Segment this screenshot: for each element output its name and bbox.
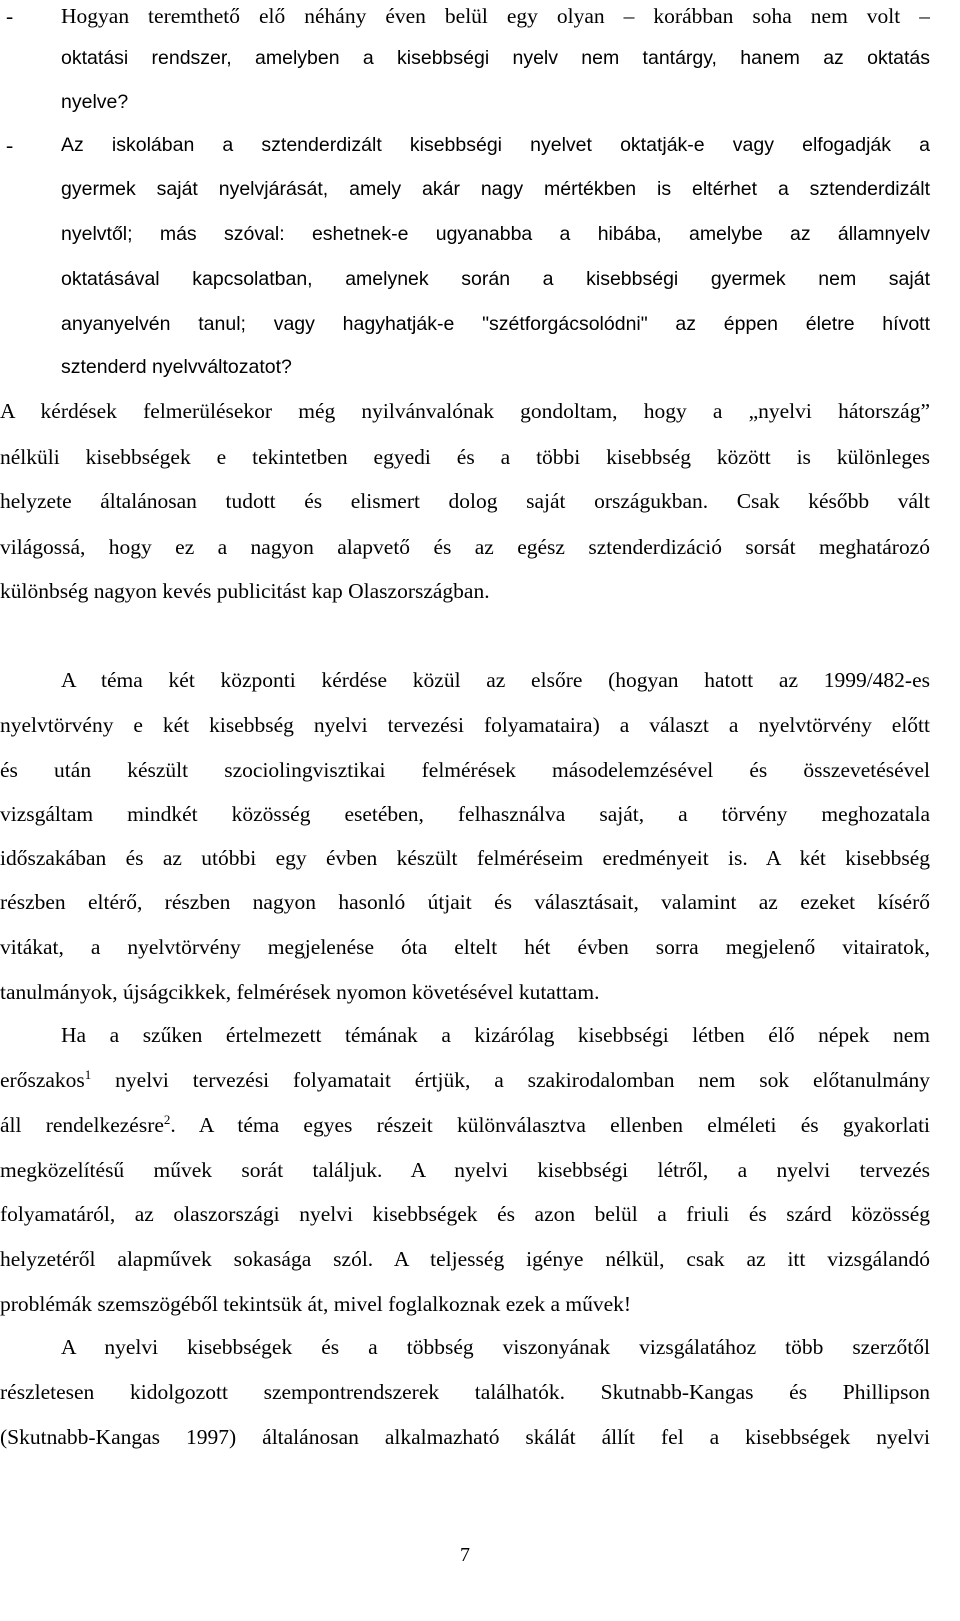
bullet1-line: oktatási rendszer, amelyben a kisebbségi nyelv nem tantárgy, hanem az oktatás — [61, 47, 930, 69]
bullet2-line: anyanyelvén tanul; vagy hagyhatják-e "szétforgácsolódni" az éppen életre hívott — [61, 313, 930, 335]
paragraph-line: helyzete általánosan tudott és elismert dolog saját országukban. Csak később vált — [0, 489, 930, 513]
paragraph-line: megközelítésű művek sorát találjuk. A nyelvi kisebbségi létről, a nyelvi tervezés — [0, 1158, 930, 1182]
text-run: nyelvi tervezési folyamatait értjük, a szakirodalomban nem sok előtanulmány — [91, 1068, 930, 1092]
text-run: áll rendelkezésre — [0, 1113, 164, 1137]
footnote-ref[interactable]: 1 — [84, 1067, 92, 1082]
paragraph-line: különbség nagyon kevés publicitást kap Olaszországban. — [0, 579, 490, 603]
paragraph-line: nélküli kisebbségek e tekintetben egyedi és a többi kisebbség között is különleges — [0, 445, 930, 469]
paragraph-line: folyamatáról, az olaszországi nyelvi kisebbségek és azon belül a friuli és szárd közösség — [0, 1202, 930, 1226]
bullet-dash: - — [6, 133, 14, 157]
paragraph-line: Ha a szűken értelmezett témának a kizárólag kisebbségi létben élő népek nem — [61, 1023, 930, 1047]
footnote-ref[interactable]: 2 — [163, 1112, 171, 1127]
text-run: erőszakos — [0, 1068, 85, 1092]
bullet2-line: gyermek saját nyelvjárását, amely akár nagy mértékben is eltérhet a sztenderdizált — [61, 178, 930, 200]
paragraph-line: időszakában és az utóbbi egy évben készült felméréseim eredményeit is. A két kisebbség — [0, 846, 930, 870]
page-number: 7 — [460, 1544, 470, 1566]
bullet2-line: sztenderd nyelvváltozatot? — [61, 356, 292, 378]
bullet2-line: nyelvtől; más szóval: eshetnek-e ugyanabba a hibába, amelybe az államnyelv — [61, 223, 930, 245]
paragraph-line-with-footnote — [0, 1062, 930, 1098]
bullet2-line: oktatásával kapcsolatban, amelynek során a kisebbségi gyermek nem saját — [61, 268, 930, 290]
bullet2-line: Az iskolában a sztenderdizált kisebbségi nyelvet oktatják-e vagy elfogadják a — [61, 134, 930, 156]
paragraph-line-with-footnote — [0, 1107, 930, 1143]
bullet-dash: - — [6, 4, 14, 28]
paragraph-line: vizsgáltam mindkét közösség esetében, felhasználva saját, a törvény meghozatala — [0, 802, 930, 826]
paragraph-line: részletesen kidolgozott szempontrendszerek találhatók. Skutnabb-Kangas és Phillipson — [0, 1380, 930, 1404]
paragraph-line: A téma két központi kérdése közül az elsőre (hogyan hatott az 1999/482-es — [61, 668, 930, 692]
paragraph-line: (Skutnabb-Kangas 1997) általánosan alkalmazható skálát állít fel a kisebbségek nyelvi — [0, 1425, 930, 1449]
paragraph-line: részben eltérő, részben nagyon hasonló útjait és választásait, valamint az ezeket kísérő — [0, 890, 930, 914]
paragraph-line: nyelvtörvény e két kisebbség nyelvi tervezési folyamataira) a választ a nyelvtörvény előtt — [0, 713, 930, 737]
bullet1-line: nyelve? — [61, 91, 129, 113]
paragraph-line: A kérdések felmerülésekor még nyilvánvalónak gondoltam, hogy a „nyelvi hátország” — [0, 399, 930, 423]
paragraph-line: A nyelvi kisebbségek és a többség viszonyának vizsgálatához több szerzőtől — [61, 1335, 930, 1359]
paragraph-line: és után készült szociolingvisztikai felmérések másodelemzésével és összevetésével — [0, 758, 930, 782]
bullet1-line: Hogyan teremthető elő néhány éven belül egy olyan – korábban soha nem volt – — [61, 4, 930, 28]
text-run: . A téma egyes részeit különválasztva ellenben elméleti és gyakorlati — [170, 1113, 930, 1137]
paragraph-line: vitákat, a nyelvtörvény megjelenése óta eltelt hét évben sorra megjelenő vitairatok, — [0, 935, 930, 959]
paragraph-line: tanulmányok, újságcikkek, felmérések nyomon követésével kutattam. — [0, 980, 600, 1004]
paragraph-line: világossá, hogy ez a nagyon alapvető és az egész sztenderdizáció sorsát meghatározó — [0, 535, 930, 559]
paragraph-line: helyzetéről alapművek sokasága szól. A teljesség igénye nélkül, csak az itt vizsgálandó — [0, 1247, 930, 1271]
paragraph-line: problémák szemszögéből tekintsük át, mivel foglalkoznak ezek a művek! — [0, 1292, 632, 1316]
